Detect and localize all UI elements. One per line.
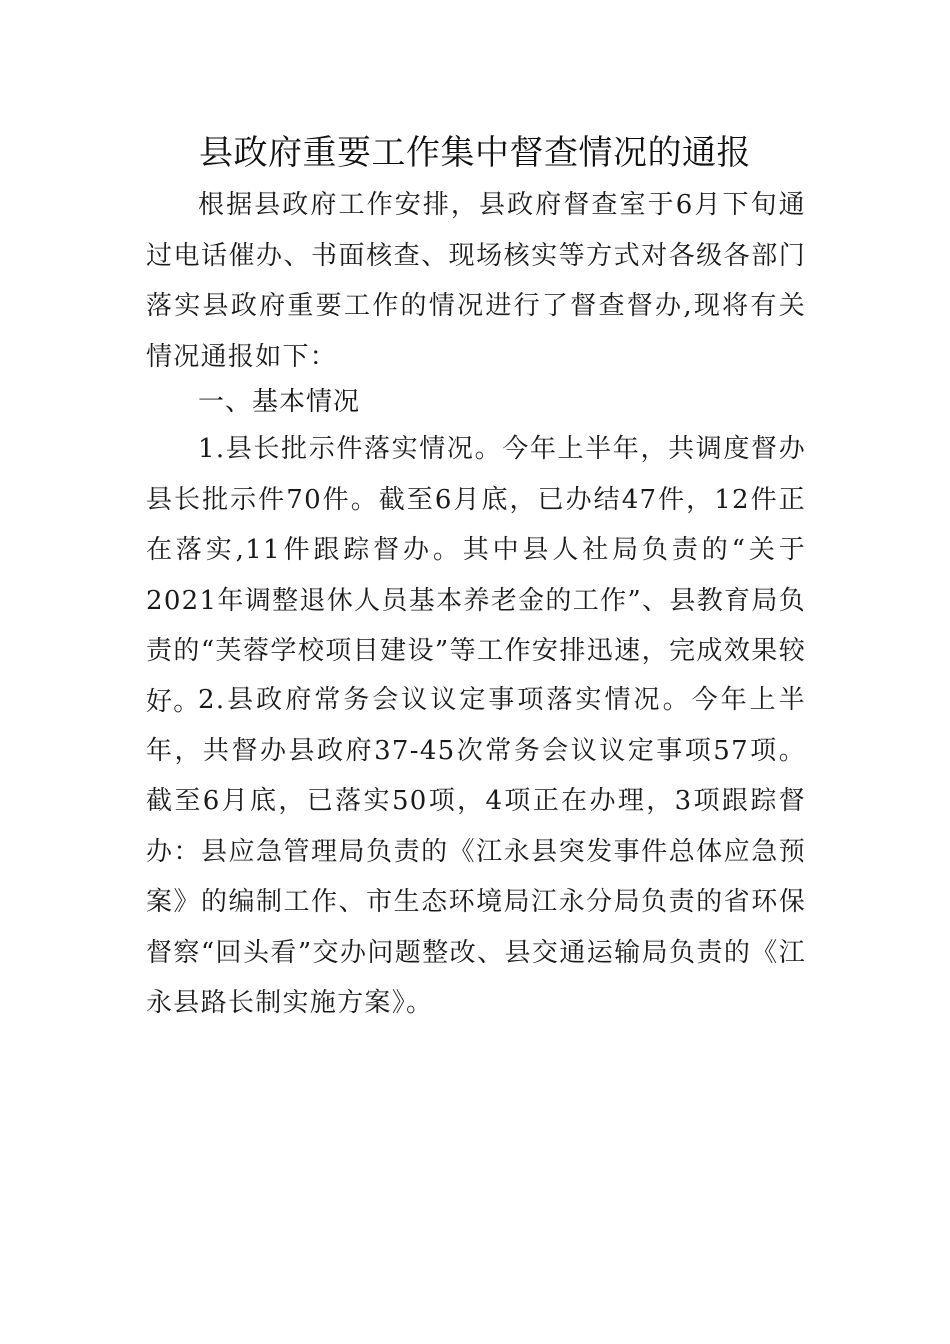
item-2-paragraph: 2.县政府常务会议议定事项落实情况。今年上半年，共督办县政府37-45次常务会议议定事项57项。截至6月底，已落实50项，4项正在办理，3项跟踪督办：县应急管理局负责的《江永县突发事件总体应急预案》的编制工作、市生态环境局江永分局负责的省环保督察“回头看”交办问题整改、县交通运输局负责的《江永县路长制实施方案》。 bbox=[146, 685, 806, 1018]
item-1-paragraph: 1.县长批示件落实情况。今年上半年，共调度督办县长批示件70件。截至6月底，已办结47件，12件正在落实,11件跟踪督办。其中县人社局负责的“关于2021年调整退休人员基本养老金的工作”、县教育局负责的“芙蓉学校项目建设”等工作安排迅速，完成效果较好。 bbox=[146, 434, 806, 717]
item-2-block bbox=[146, 675, 806, 1029]
intro-paragraph-block bbox=[146, 180, 806, 382]
intro-paragraph: 根据县政府工作安排，县政府督查室于6月下旬通过电话催办、书面核查、现场核实等方式对各级各部门落实县政府重要工作的情况进行了督查督办,现将有关情况通报如下： bbox=[146, 190, 806, 372]
document-title: 县政府重要工作集中督查情况的通报 bbox=[199, 133, 751, 173]
section-heading-basic-situation: 一、基本情况 bbox=[198, 387, 361, 417]
